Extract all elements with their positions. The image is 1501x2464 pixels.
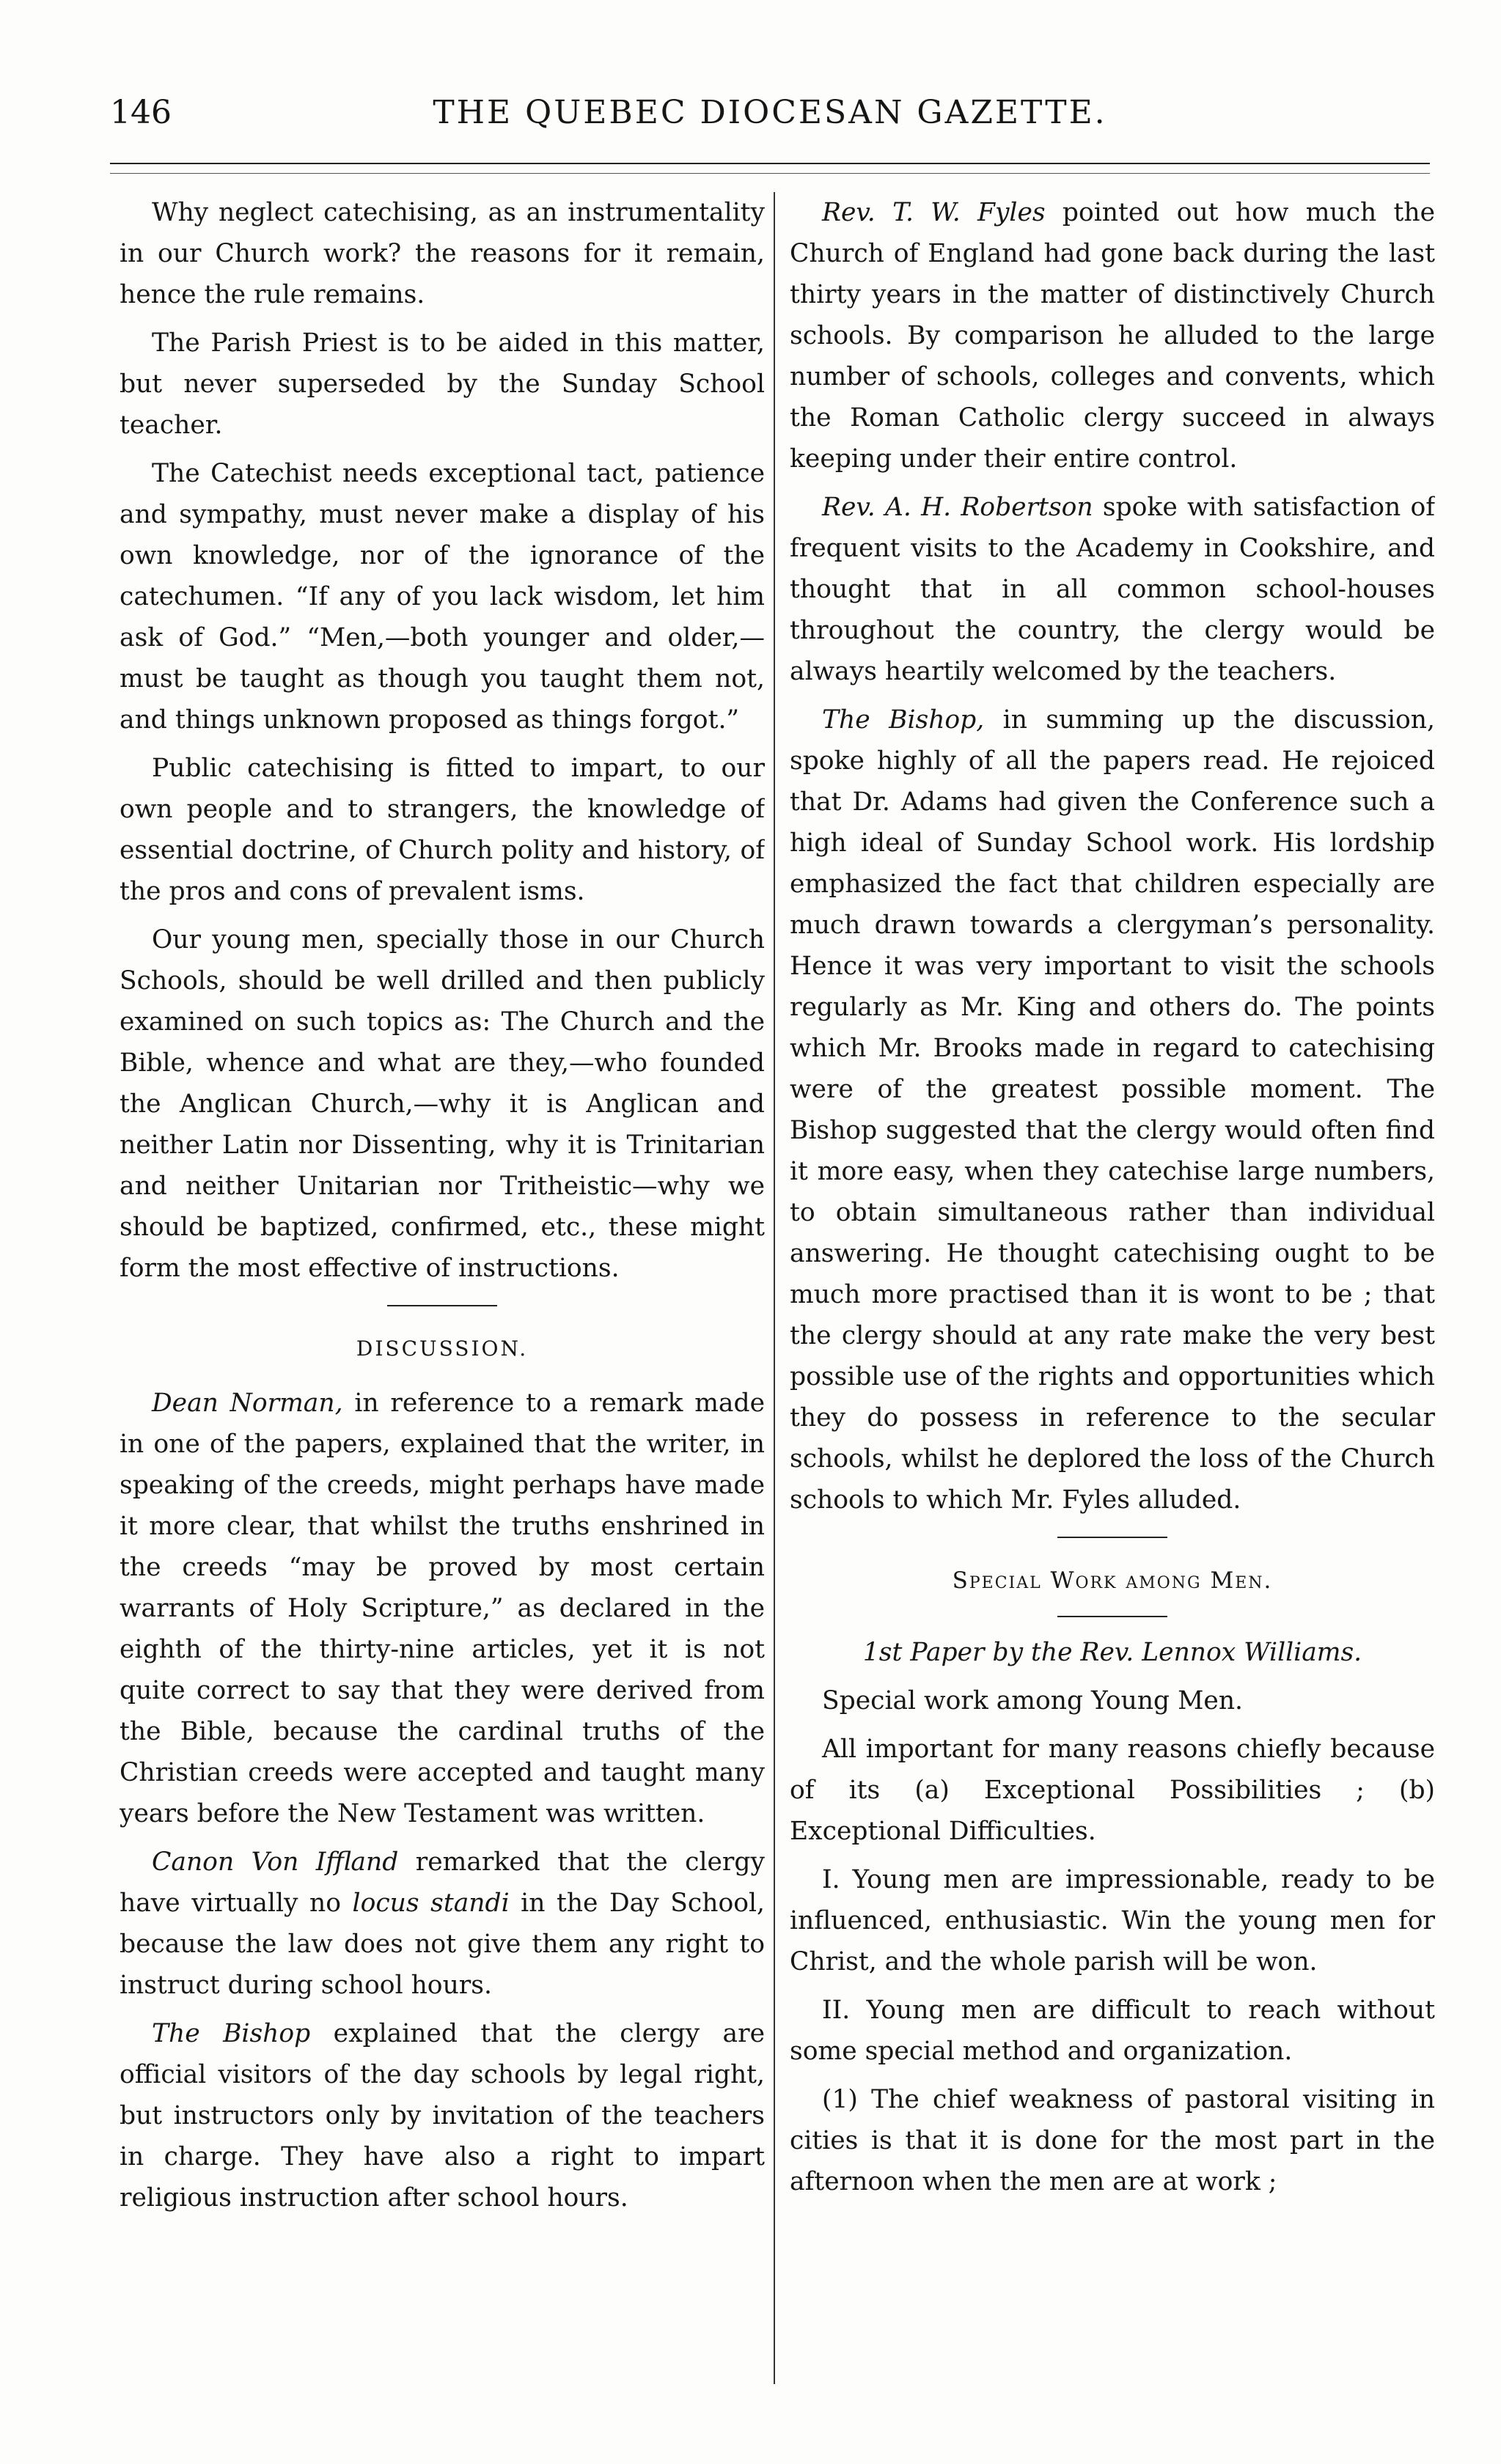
discussion-paragraph	[790, 192, 1435, 479]
discussion-paragraph	[790, 699, 1435, 1520]
speaker-name: Dean Norman,	[152, 1389, 343, 1418]
speaker-remark: explained that the clergy are official visitors of the day schools by legal right, but instructors only by invitation of the teachers in charge. They have also a right to impart religious instruction after school hours.	[120, 2019, 765, 2213]
paragraph: Public catechising is fitted to impart, to our own people and to strangers, the knowledge of essential doctrine, of Church polity and history, of the pros and cons of prevalent isms.	[120, 754, 765, 906]
paper-byline: 1st Paper by the Rev. Lennox Williams.	[862, 1638, 1362, 1667]
running-title: THE QUEBEC DIOCESAN GAZETTE.	[433, 94, 1107, 131]
paragraph: II. Young men are difficult to reach without some special method and organization.	[790, 1996, 1435, 2066]
speaker-remark: in reference to a remark made in one of the papers, explained that the writer, in speaking of the creeds, might perhaps have made it more clear, that whilst the truths enshrined in the creeds “may be proved by most certain warrants of Holy Scripture,” as declared in the eighth of the thirty-nine articles, yet it is not quite correct to say that they were derived from the Bible, because the cardinal truths of the Christian creeds were accepted and taught many years before the New Testament was written.	[120, 1389, 765, 1828]
discussion-heading: DISCUSSION.	[356, 1336, 529, 1361]
discussion-paragraph	[120, 1842, 765, 2006]
speaker-remark: remarked that the clergy have virtually no	[120, 1847, 765, 1918]
section-divider	[1057, 1537, 1167, 1538]
paragraph: Our young men, specially those in our Church Schools, should be well drilled and then publicly examined on such topics as: The Church and the Bible, whence and what are they,—who founded the Anglican Church,—why it is Anglican and neither Latin nor Dissenting, why it is Trinitarian and neither Unitarian nor Tritheistic—why we should be baptized, confirmed, etc., these might form the most effective of instructions.	[120, 925, 765, 1283]
latin-phrase: locus standi	[352, 1889, 510, 1918]
discussion-paragraph	[790, 487, 1435, 692]
paragraph: Why neglect catechising, as an instrumentality in our Church work? the reasons for it remain, hence the rule remains.	[120, 198, 765, 309]
header-rule	[110, 163, 1430, 164]
special-work-heading: Special Work among Men.	[952, 1567, 1273, 1594]
discussion-paragraph	[120, 2013, 765, 2218]
speaker-name: Rev. T. W. Fyles	[822, 198, 1046, 227]
page-header	[110, 94, 1430, 138]
section-divider	[1057, 1616, 1167, 1617]
header-rule-secondary	[110, 173, 1430, 174]
speaker-remark: in summing up the discussion, spoke highly of all the papers read. He rejoiced that Dr. Adams had given the Conference such a high ideal of Sunday School work. His lordship emphasized the fact that children especially are much drawn towards a clergyman’s personality. Hence it was very important to visit the schools regularly as Mr. King and others do. The points which Mr. Brooks made in regard to catechising were of the greatest possible moment. The Bishop suggested that the clergy would often find it more easy, when they catechise large numbers, to obtain simultaneous rather than individual answering. He thought catechising ought to be much more practised than it is wont to be ; that the clergy should at any rate make the very best possible use of the rights and opportunities which they do possess in reference to the secular schools, whilst he deplored the loss of the Church schools to which Mr. Fyles alluded.	[790, 705, 1435, 1515]
speaker-name: Canon Von Iffland	[152, 1847, 399, 1877]
speaker-name: The Bishop	[152, 2019, 311, 2048]
speaker-name: Rev. A. H. Robertson	[822, 493, 1093, 522]
page-number: 146	[110, 94, 172, 131]
section-divider	[387, 1305, 497, 1306]
speaker-remark: spoke with satisfaction of frequent visits to the Academy in Cookshire, and thought that in all common school-houses throughout the country, the clergy would be always heartily welcomed by the teachers.	[790, 493, 1435, 686]
speaker-remark: in the Day School, because the law does not give them any right to instruct during school hours.	[120, 1889, 765, 2000]
speaker-name: The Bishop,	[822, 705, 985, 735]
paragraph: The Parish Priest is to be aided in this matter, but never superseded by the Sunday School teacher.	[120, 328, 765, 440]
paragraph: I. Young men are impressionable, ready to be influenced, enthusiastic. Win the young men for Christ, and the whole parish will be won.	[790, 1865, 1435, 1976]
speaker-remark: pointed out how much the Church of England had gone back during the last thirty years in the matter of distinctively Church schools. By comparison he alluded to the large number of schools, colleges and convents, which the Roman Catholic clergy succeed in always keeping under their entire control.	[790, 198, 1435, 474]
paragraph: Special work among Young Men.	[822, 1686, 1244, 1715]
discussion-paragraph	[120, 1383, 765, 1834]
paragraph: (1) The chief weakness of pastoral visiting in cities is that it is done for the most part in the afternoon when the men are at work ;	[790, 2085, 1435, 2196]
paragraph: The Catechist needs exceptional tact, patience and sympathy, must never make a display of his own knowledge, nor of the ignorance of the catechumen. “If any of you lack wisdom, let him ask of God.” “Men,—both younger and older,—must be taught as though you taught them not, and things unknown proposed as things forgot.”	[120, 459, 765, 735]
left-column	[120, 192, 765, 2406]
column-divider	[774, 192, 775, 2384]
right-column	[790, 192, 1435, 2406]
paragraph: All important for many reasons chiefly because of its (a) Exceptional Possibilities ; (b) Exceptional Difficulties.	[790, 1735, 1435, 1846]
